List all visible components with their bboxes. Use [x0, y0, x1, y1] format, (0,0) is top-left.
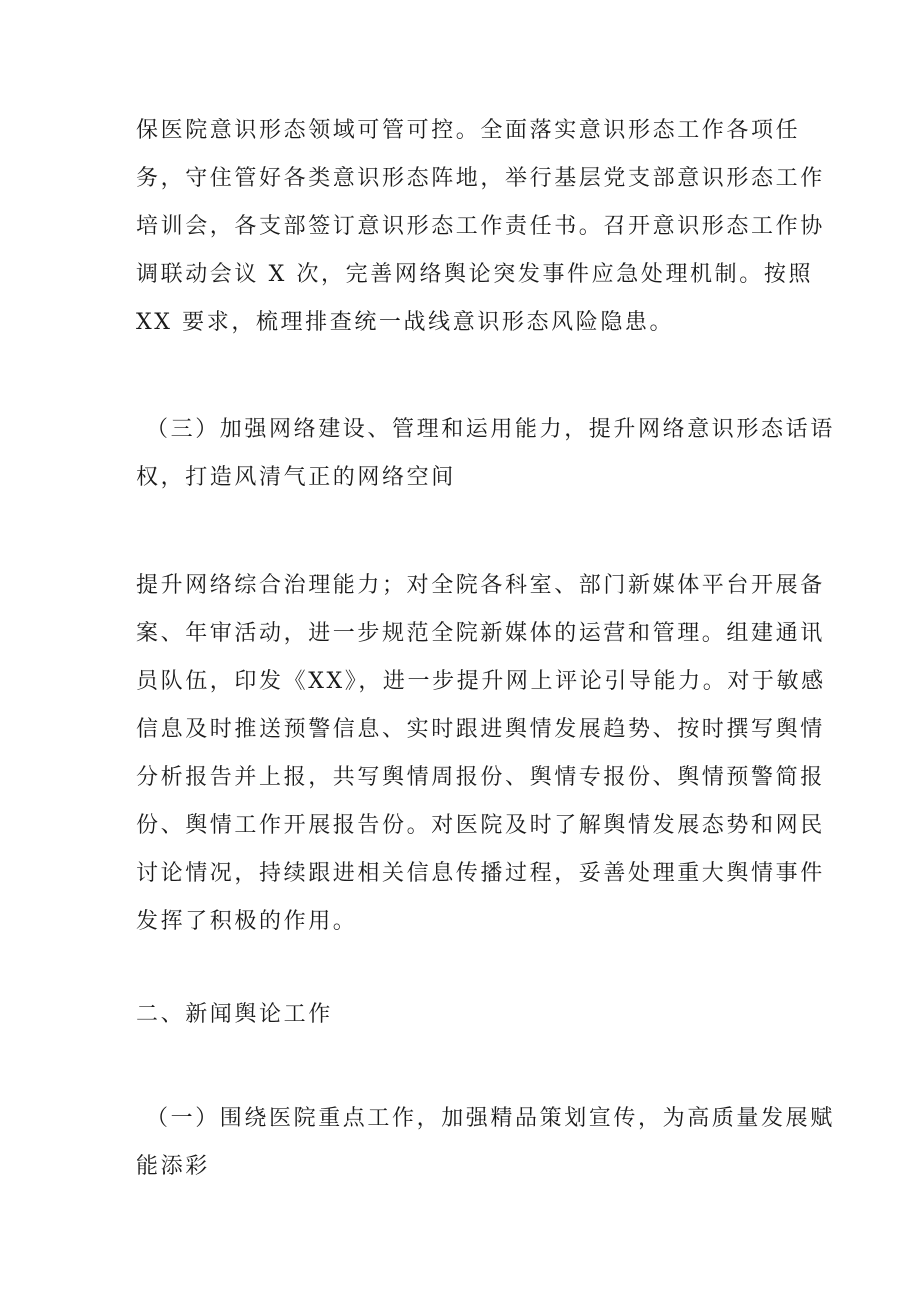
section-heading-2: 二、新闻舆论工作: [136, 1002, 333, 1027]
paragraph-1-line-1: 保医院意识形态领域可管可控。全面落实意识形态工作各项任: [136, 118, 801, 143]
subheading-3-line-2: 权，打造风清气正的网络空间: [136, 465, 456, 490]
paragraph-3-line-3: 员队伍，印发《XX》，进一步提升网上评论引导能力。对于敏感: [136, 669, 826, 694]
paragraph-3-line-7: 讨论情况，持续跟进相关信息传播过程，妥善处理重大舆情事件: [136, 861, 825, 886]
paragraph-1-line-2: 务，守住管好各类意识形态阵地，举行基层党支部意识形态工作: [136, 166, 825, 191]
subheading-1-line-2: 能添彩: [136, 1154, 210, 1179]
paragraph-1-line-3: 培训会，各支部签订意识形态工作责任书。召开意识形态工作协: [136, 214, 825, 239]
paragraph-3-line-4: 信息及时推送预警信息、实时跟进舆情发展趋势、按时撰写舆情: [136, 717, 825, 742]
paragraph-1-line-5: XX 要求，梳理排查统一战线意识形态风险隐患。: [136, 310, 675, 335]
paragraph-3-line-1: 提升网络综合治理能力；对全院各科室、部门新媒体平台开展备: [136, 573, 825, 598]
subheading-1-line-1: （一）围绕医院重点工作，加强精品策划宣传，为高质量发展赋: [146, 1106, 835, 1131]
paragraph-3-line-6: 份、舆情工作开展报告份。对医院及时了解舆情发展态势和网民: [136, 813, 825, 838]
paragraph-3-line-5: 分析报告并上报，共写舆情周报份、舆情专报份、舆情预警简报: [136, 765, 825, 790]
paragraph-3-line-8: 发挥了积极的作用。: [136, 909, 358, 934]
paragraph-3-line-2: 案、年审活动，进一步规范全院新媒体的运营和管理。组建通讯: [136, 621, 825, 646]
paragraph-1-line-4: 调联动会议 X 次，完善网络舆论突发事件应急处理机制。按照: [136, 262, 814, 287]
subheading-3-line-1: （三）加强网络建设、管理和运用能力，提升网络意识形态话语: [146, 417, 835, 442]
